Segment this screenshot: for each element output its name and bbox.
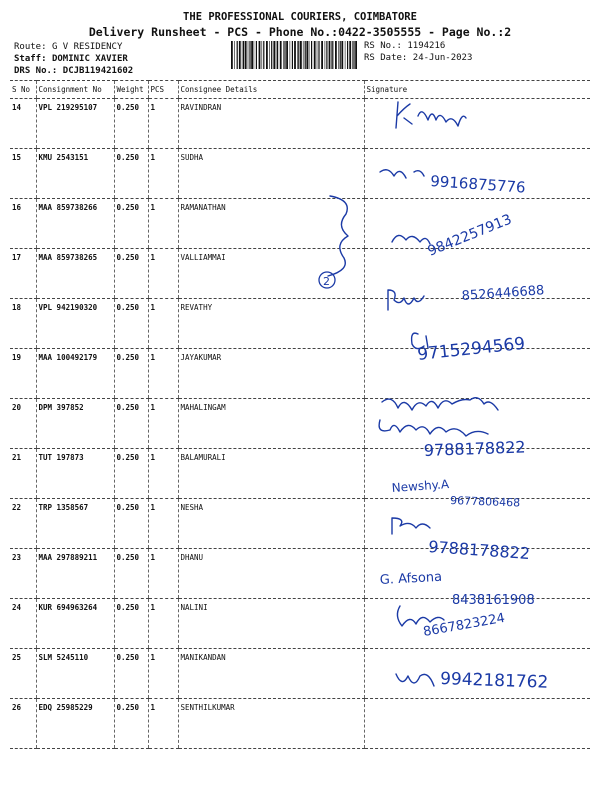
- col-header-weight: Weight: [114, 81, 148, 99]
- cell-sno: 26: [10, 699, 36, 749]
- phone-row25: 8667823224: [422, 610, 507, 640]
- cell-weight: 0.250: [114, 549, 148, 599]
- staff-label: Staff:: [14, 54, 47, 64]
- cell-signature: [364, 249, 590, 299]
- barcode-image: [231, 41, 358, 69]
- col-header-consignment: Consignment No: [36, 81, 114, 99]
- cell-consignment: MAA 297889211: [36, 549, 114, 599]
- cell-pcs: 1: [148, 349, 178, 399]
- col-header-signature: Signature: [364, 81, 590, 99]
- table-row: [10, 249, 590, 299]
- cell-weight: 0.250: [114, 399, 148, 449]
- cell-sno: 19: [10, 349, 36, 399]
- cell-consignee: MAHALINGAM: [178, 399, 364, 449]
- cell-consignee: SENTHILKUMAR: [178, 699, 364, 749]
- cell-consignee: BALAMURALI: [178, 449, 364, 499]
- cell-weight: 0.250: [114, 649, 148, 699]
- cell-consignment: VPL 219295107: [36, 99, 114, 149]
- col-header-sno: S No: [10, 81, 36, 99]
- cell-pcs: 1: [148, 399, 178, 449]
- drs-line: [14, 66, 133, 76]
- cell-consignee: MANIKANDAN: [178, 649, 364, 699]
- staff-line: [14, 54, 128, 64]
- route-label: Route:: [14, 42, 47, 52]
- table-row: [10, 349, 590, 399]
- cell-pcs: 1: [148, 699, 178, 749]
- drs-label: DRS No.:: [14, 66, 58, 76]
- cell-pcs: 1: [148, 299, 178, 349]
- cell-consignment: DPM 397852: [36, 399, 114, 449]
- cell-weight: 0.250: [114, 299, 148, 349]
- cell-signature: [364, 649, 590, 699]
- cell-signature: [364, 699, 590, 749]
- table-row: [10, 149, 590, 199]
- cell-consignment: MAA 100492179: [36, 349, 114, 399]
- cell-weight: 0.250: [114, 699, 148, 749]
- cell-consignment: EDQ 25985229: [36, 699, 114, 749]
- cell-weight: 0.250: [114, 249, 148, 299]
- cell-consignee: JAYAKUMAR: [178, 349, 364, 399]
- cell-pcs: 1: [148, 199, 178, 249]
- cell-sno: 15: [10, 149, 36, 199]
- cell-signature: [364, 199, 590, 249]
- staff-value: DOMINIC XAVIER: [51, 54, 128, 64]
- table-row: [10, 99, 590, 149]
- cell-signature: [364, 399, 590, 449]
- runsheet-table: [10, 80, 590, 749]
- cell-sno: 16: [10, 199, 36, 249]
- company-title: THE PROFESSIONAL COURIERS, COIMBATORE: [183, 11, 417, 23]
- circled-mark-digit: 2: [323, 275, 330, 288]
- cell-signature: [364, 149, 590, 199]
- rs-date: [364, 53, 472, 63]
- drs-value: DCJB119421602: [62, 66, 134, 76]
- table-row: [10, 199, 590, 249]
- cell-sno: 14: [10, 99, 36, 149]
- col-header-consignee: Consignee Details: [178, 81, 364, 99]
- cell-weight: 0.250: [114, 599, 148, 649]
- cell-consignment: MAA 859738266: [36, 199, 114, 249]
- phone-row17: 9842257913: [425, 211, 515, 260]
- cell-signature: [364, 449, 590, 499]
- cell-sno: 20: [10, 399, 36, 449]
- cell-consignment: SLM 5245110: [36, 649, 114, 699]
- cell-pcs: 1: [148, 649, 178, 699]
- phone-row19: 9715294569: [416, 333, 527, 365]
- cell-pcs: 1: [148, 549, 178, 599]
- col-header-pcs: PCS: [148, 81, 178, 99]
- cell-consignment: TUT 197873: [36, 449, 114, 499]
- name-row22: Newshy.A: [391, 477, 450, 495]
- cell-consignee: NESHA: [178, 499, 364, 549]
- cell-consignment: VPL 942190320: [36, 299, 114, 349]
- table-row: [10, 699, 590, 749]
- cell-sno: 17: [10, 249, 36, 299]
- rs-date-value: 24-Jun-2023: [412, 53, 473, 63]
- rs-date-label: RS Date:: [364, 53, 408, 63]
- cell-consignment: KUR 694963264: [36, 599, 114, 649]
- cell-pcs: 1: [148, 249, 178, 299]
- phone-row26: 9942181762: [439, 669, 549, 693]
- cell-consignment: TRP 1358567: [36, 499, 114, 549]
- name-row24: G. Afsona: [379, 569, 443, 588]
- cell-consignment: MAA 859738265: [36, 249, 114, 299]
- cell-signature: [364, 499, 590, 549]
- table-row: [10, 649, 590, 699]
- phone-row23: 9788178822: [427, 537, 531, 564]
- cell-consignee: RAVINDRAN: [178, 99, 364, 149]
- rs-number: [364, 41, 445, 51]
- cell-consignee: NALINI: [178, 599, 364, 649]
- cell-weight: 0.250: [114, 449, 148, 499]
- cell-pcs: 1: [148, 99, 178, 149]
- cell-pcs: 1: [148, 599, 178, 649]
- runsheet-subtitle: Delivery Runsheet - PCS - Phone No.:0422-3505555 - Page No.:2: [88, 25, 512, 39]
- rs-number-value: 1194216: [407, 41, 446, 51]
- cell-consignee: VALLIAMMAI: [178, 249, 364, 299]
- cell-sno: 24: [10, 599, 36, 649]
- phone-row15: 9916875776: [429, 172, 527, 197]
- rs-number-label: RS No.:: [364, 41, 402, 51]
- cell-sno: 22: [10, 499, 36, 549]
- table-row: [10, 299, 590, 349]
- table-row: [10, 549, 590, 599]
- cell-pcs: 1: [148, 149, 178, 199]
- table-row: [10, 399, 590, 449]
- cell-consignee: DHANU: [178, 549, 364, 599]
- table-row: [10, 599, 590, 649]
- route-value: G V RESIDENCY: [51, 42, 123, 52]
- phone-row18: 8526446688: [461, 283, 545, 304]
- cell-consignment: KMU 2543151: [36, 149, 114, 199]
- cell-signature: [364, 99, 590, 149]
- phone-row22: 9677806468: [449, 494, 521, 510]
- cell-signature: [364, 599, 590, 649]
- phone-row24: 8438161908: [452, 593, 535, 608]
- table-header-row: [10, 81, 590, 99]
- cell-signature: [364, 299, 590, 349]
- cell-weight: 0.250: [114, 99, 148, 149]
- cell-weight: 0.250: [114, 149, 148, 199]
- route-line: [14, 42, 122, 52]
- cell-sno: 18: [10, 299, 36, 349]
- table-row: [10, 499, 590, 549]
- cell-consignee: SUDHA: [178, 149, 364, 199]
- cell-signature: [364, 349, 590, 399]
- cell-pcs: 1: [148, 449, 178, 499]
- cell-consignee: RAMANATHAN: [178, 199, 364, 249]
- table-row: [10, 449, 590, 499]
- cell-signature: [364, 549, 590, 599]
- cell-weight: 0.250: [114, 499, 148, 549]
- cell-sno: 23: [10, 549, 36, 599]
- cell-pcs: 1: [148, 499, 178, 549]
- cell-sno: 25: [10, 649, 36, 699]
- phone-row21: 9788178822: [423, 437, 526, 460]
- cell-weight: 0.250: [114, 199, 148, 249]
- cell-consignee: REVATHY: [178, 299, 364, 349]
- cell-sno: 21: [10, 449, 36, 499]
- cell-weight: 0.250: [114, 349, 148, 399]
